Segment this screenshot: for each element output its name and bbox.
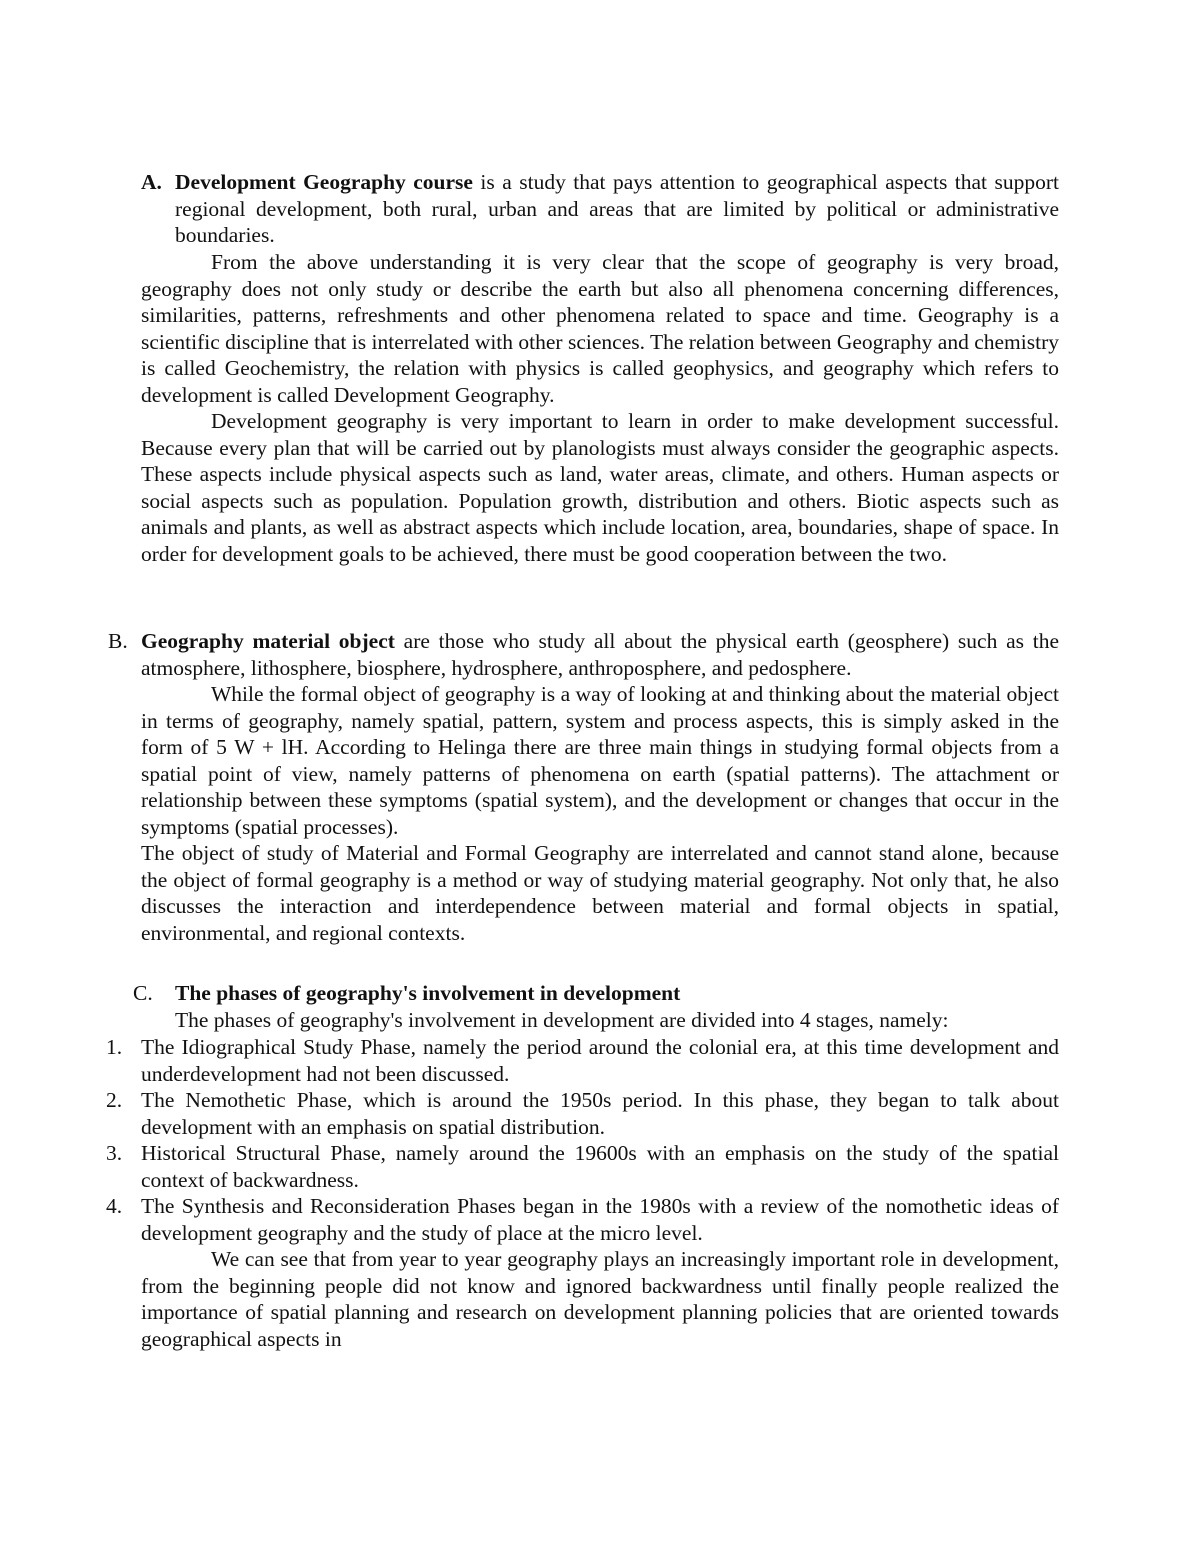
section-c-closing-paragraph: We can see that from year to year geography plays an increasingly important role in development, from the beginning people did not know and ignored backwardness until finally people realized the importance of spatial planning and research on development planning policies that are oriented towards geographical aspects in — [141, 1247, 1059, 1351]
section-b-paragraph-1: While the formal object of geography is a way of looking at and thinking about the material object in terms of geography, namely spatial, pattern, system and process aspects, this is simply asked in the form of 5 W + lH. According to Helinga there are three main things in studying formal objects from a spatial point of view, namely patterns of phenomena on earth (spatial patterns). The attachment or relationship between these symptoms (spatial system), and the development or changes that occur in the symptoms (spatial processes). — [141, 682, 1059, 839]
list-item — [141, 1193, 1059, 1246]
list-item-text: Historical Structural Phase, namely around the 19600s with an emphasis on the study of the spatial context of backwardness. — [141, 1141, 1059, 1192]
list-item — [141, 1034, 1059, 1087]
section-b-lead: are those who study all about the physical earth (geosphere) such as the atmosphere, lithosphere, biosphere, hydrosphere, anthroposphere, and pedosphere. — [141, 629, 1059, 680]
section-a-heading: Development Geography course — [175, 170, 473, 194]
section-a-marker: A. — [141, 170, 162, 194]
section-c-intro — [175, 1007, 1059, 1034]
section-c-marker: C. — [133, 981, 153, 1005]
section-b-marker: B. — [108, 629, 128, 653]
section-a — [175, 169, 1059, 249]
section-c-intro-text: The phases of geography's involvement in development are divided into 4 stages, namely: — [175, 1008, 949, 1032]
list-item — [141, 1087, 1059, 1140]
list-item-text: The Nemothetic Phase, which is around the 1950s period. In this phase, they began to talk about development with an emphasis on spatial distribution. — [141, 1088, 1059, 1139]
section-b-lead-paragraph — [141, 628, 1059, 681]
section-a-body — [141, 249, 1059, 567]
list-item-number: 2. — [106, 1088, 123, 1112]
section-b-heading: Geography material object — [141, 629, 395, 653]
section-b-paragraph-2: The object of study of Material and Formal Geography are interrelated and cannot stand alone, because the object of formal geography is a method or way of studying material geography. Not only that, he also discusses the interaction and interdependence between material and formal objects in spatial, environmental, and regional contexts. — [141, 841, 1059, 945]
list-item — [141, 1140, 1059, 1193]
section-a-paragraph-1: From the above understanding it is very clear that the scope of geography is very broad, geography does not only study or describe the earth but also all phenomena concerning differences, similarities, patterns, refreshments and other phenomena related to space and time. Geography is a scientific discipline that is interrelated with other sciences. The relation between Geography and chemistry is called Geochemistry, the relation with physics is called geophysics, and geography which refers to development is called Development Geography. — [141, 250, 1059, 407]
section-a-lead-paragraph — [175, 169, 1059, 249]
list-item-number: 3. — [106, 1141, 123, 1165]
list-item-number: 1. — [106, 1035, 123, 1059]
section-c-closing — [141, 1246, 1059, 1352]
section-a-paragraph-2: Development geography is very important to learn in order to make development successful. Because every plan that will be carried out by planologists must always consider the geographic aspects. These aspects include physical aspects such as land, water areas, climate, and others. Human aspects or social aspects such as population. Population growth, distribution and others. Biotic aspects such as animals and plants, as well as abstract aspects which include location, area, boundaries, shape of space. In order for development goals to be achieved, there must be good cooperation between the two. — [141, 409, 1059, 566]
section-b — [141, 628, 1059, 946]
section-a-lead: is a study that pays attention to geographical aspects that support regional development, both rural, urban and areas that are limited by political or administrative boundaries. — [175, 170, 1059, 247]
list-item-text: The Idiographical Study Phase, namely the period around the colonial era, at this time development and underdevelopment had not been discussed. — [141, 1035, 1059, 1086]
section-c-title: The phases of geography's involvement in development — [175, 981, 681, 1005]
list-item-text: The Synthesis and Reconsideration Phases began in the 1980s with a review of the nomothetic ideas of development geography and the study of place at the micro level. — [141, 1194, 1059, 1245]
list-item-number: 4. — [106, 1194, 123, 1218]
section-c-heading — [175, 980, 1059, 1007]
